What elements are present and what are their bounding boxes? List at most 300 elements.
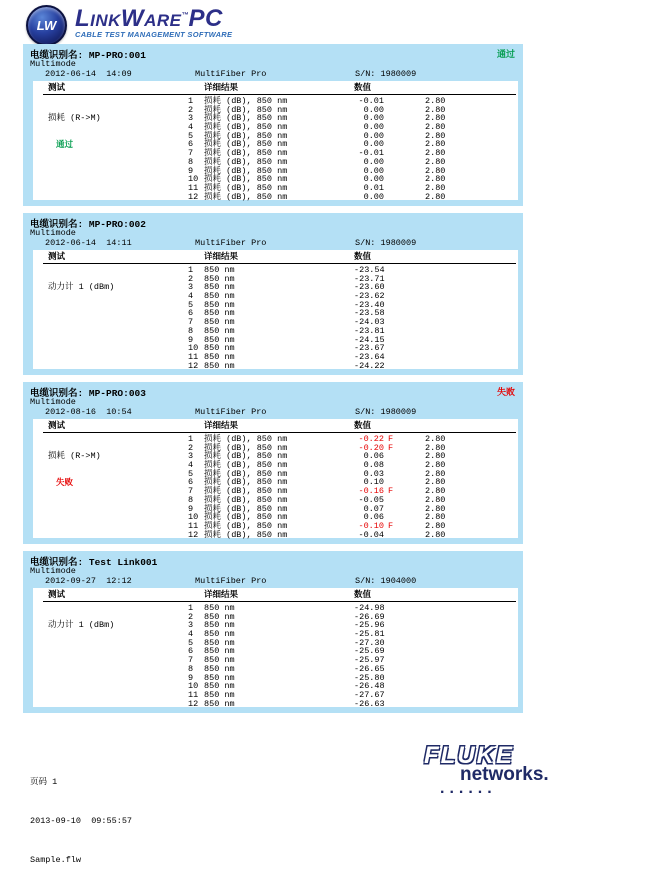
row-value: -23.58 [354,308,385,319]
row-limit: 2.80 [425,494,446,505]
row-fail-flag [384,292,398,301]
row-value: -23.71 [354,273,385,284]
row-detail: 损耗 (dB), 850 nm [204,460,288,471]
row-limit: 2.80 [425,486,446,497]
status-badge: 通过 [496,50,515,60]
row-detail: 损耗 (dB), 850 nm [204,156,288,167]
row-value: 0.00 [363,113,384,124]
column-header-limit [430,252,516,263]
row-limit: 2.80 [425,442,446,453]
column-header-detail: 详细结果 [204,421,239,431]
row-index: 9 [188,503,194,514]
table-row [188,682,518,691]
row-index: 6 [188,646,194,657]
app-title-suffix: PC [188,5,223,32]
row-index: 12 [188,698,199,709]
row-limit: 2.80 [425,174,446,185]
row-detail: 850 nm [204,308,235,319]
fiber-mode: Multimode [30,566,76,576]
logo-text [75,5,232,39]
row-detail: 损耗 (dB), 850 nm [204,494,288,505]
footer-info [30,750,132,880]
page-number: 页码 1 [30,777,58,787]
row-limit [398,266,425,275]
row-index: 11 [188,689,199,700]
table-header-row [43,421,516,433]
table-row [188,344,518,353]
row-value: -23.62 [354,291,385,302]
row-fail-flag [384,362,398,371]
row-detail: 850 nm [204,299,235,310]
row-fail-flag [384,123,398,132]
test-name: 损耗 (R->M) [48,451,101,462]
table-row [188,301,518,310]
row-detail: 损耗 (dB), 850 nm [204,442,288,453]
rows [188,266,518,370]
row-detail: 850 nm [204,681,235,692]
row-value: -27.30 [354,637,385,648]
row-index: 9 [188,165,194,176]
row-fail-flag [384,327,398,336]
results-table [33,419,518,538]
row-value: 0.00 [363,165,384,176]
results-table [33,588,518,707]
row-index: 11 [188,351,199,362]
row-detail: 850 nm [204,343,235,354]
row-value: -24.03 [354,317,385,328]
row-value: -26.63 [354,698,385,709]
row-index: 10 [188,681,199,692]
rows [188,97,518,201]
row-detail: 850 nm [204,637,235,648]
row-limit [398,318,425,327]
row-index: 6 [188,477,194,488]
column-header-limit [430,590,516,601]
cable-id-value: MP-PRO:002 [88,219,146,230]
row-index: 3 [188,451,194,462]
app-title-main: LinkWare [75,5,182,32]
row-fail-flag [384,452,398,461]
row-limit: 2.80 [425,512,446,523]
row-fail-flag [384,531,398,540]
report-panel [23,551,523,713]
row-value: -26.48 [354,681,385,692]
cable-id-value: MP-PRO:001 [88,50,146,61]
row-limit: 2.80 [425,451,446,462]
row-limit [398,674,425,683]
test-meta [23,238,523,248]
row-detail: 损耗 (dB), 850 nm [204,174,288,185]
column-header-test: 测试 [48,252,66,262]
row-value: -25.80 [354,672,385,683]
linkware-badge-icon [26,5,67,46]
test-result: 失败 [56,477,74,488]
row-index: 1 [188,265,194,275]
cable-id-label: 电缆识别名: [30,50,89,61]
table-row [188,292,518,301]
table-body [43,97,518,201]
row-limit: 2.80 [425,468,446,479]
row-index: 7 [188,317,194,328]
row-index: 9 [188,672,194,683]
row-limit [398,682,425,691]
row-index: 5 [188,299,194,310]
row-fail-flag [384,149,398,158]
table-row [188,674,518,683]
column-header-index-spacer [188,590,204,601]
row-limit [398,344,425,353]
row-limit: 2.80 [425,477,446,488]
test-name-cell [43,435,188,539]
row-detail: 850 nm [204,282,235,293]
row-detail: 损耗 (dB), 850 nm [204,148,288,159]
column-header-value: 数值 [354,83,372,93]
row-detail: 损耗 (dB), 850 nm [204,512,288,523]
test-name-cell [43,97,188,201]
row-detail: 850 nm [204,325,235,336]
badge-text: LW [36,18,57,33]
row-limit [398,275,425,284]
table-header-row [43,252,516,264]
row-value: 0.08 [363,460,384,471]
row-detail: 850 nm [204,603,235,613]
column-header-test: 测试 [48,590,66,600]
row-fail-flag [384,344,398,353]
row-index: 6 [188,308,194,319]
row-detail: 850 nm [204,334,235,345]
row-index: 8 [188,494,194,505]
test-meta [23,407,523,417]
row-limit [398,301,425,310]
row-limit: 2.80 [425,130,446,141]
row-value: -0.04 [358,529,384,540]
column-header-index-spacer [188,252,204,263]
row-value: -23.81 [354,325,385,336]
row-fail-flag [384,283,398,292]
row-fail-flag [384,613,398,622]
row-detail: 损耗 (dB), 850 nm [204,139,288,150]
table-body [43,435,518,539]
row-value: 0.07 [363,503,384,514]
row-fail-flag [384,665,398,674]
row-index: 7 [188,655,194,666]
row-fail-flag [384,106,398,115]
print-timestamp: 2013-09-10 09:55:57 [30,816,133,826]
table-row [188,327,518,336]
row-limit [398,309,425,318]
instrument-name: MultiFiber Pro [195,576,267,586]
row-limit [398,336,425,345]
row-detail: 损耗 (dB), 850 nm [204,165,288,176]
rows [188,604,518,708]
test-name-cell [43,266,188,370]
table-row [188,621,518,630]
row-detail: 损耗 (dB), 850 nm [204,191,288,202]
test-datetime: 2012-06-14 14:11 [45,238,132,248]
test-name: 动力计 1 (dBm) [48,620,115,631]
row-fail-flag [384,97,398,106]
row-value: -24.15 [354,334,385,345]
row-limit [398,639,425,648]
table-row [188,318,518,327]
table-row [188,700,518,709]
status-badge: 失败 [496,388,515,398]
row-detail: 850 nm [204,672,235,683]
fluke-networks-text: networks. [460,764,549,785]
fluke-dots-icon: ...... [440,780,497,797]
row-index: 8 [188,325,194,336]
cable-id-label: 电缆识别名: [30,388,89,399]
fluke-brand-text: FLUKE [424,742,514,769]
row-value: -24.98 [354,603,385,613]
row-detail: 损耗 (dB), 850 nm [204,96,288,106]
row-fail-flag [384,266,398,275]
row-fail-flag [384,336,398,345]
row-index: 2 [188,442,194,453]
test-datetime: 2012-08-16 10:54 [45,407,132,417]
row-index: 1 [188,96,194,106]
sections [23,44,523,713]
instrument-name: MultiFiber Pro [195,407,267,417]
row-value: -27.67 [354,689,385,700]
row-value: -23.64 [354,351,385,362]
row-detail: 损耗 (dB), 850 nm [204,477,288,488]
row-limit [398,665,425,674]
serial-number: S/N: 1980009 [355,69,417,79]
row-index: 4 [188,460,194,471]
row-detail: 损耗 (dB), 850 nm [204,434,288,444]
row-fail-flag [384,301,398,310]
test-name-cell [43,604,188,708]
table-body [43,604,518,708]
row-value: -0.01 [358,148,384,159]
row-value: -0.22 [358,434,384,444]
row-value: 0.00 [363,130,384,141]
row-value: -23.67 [354,343,385,354]
row-fail-flag [384,470,398,479]
row-index: 4 [188,629,194,640]
row-limit [398,604,425,613]
row-index: 9 [188,334,194,345]
row-fail-flag [384,175,398,184]
row-index: 10 [188,174,199,185]
row-limit [398,647,425,656]
row-value: -0.20 [358,442,384,453]
row-limit [398,691,425,700]
row-index: 3 [188,113,194,124]
row-detail: 850 nm [204,273,235,284]
row-index: 11 [188,182,199,193]
column-header-index-spacer [188,421,204,432]
row-index: 2 [188,104,194,115]
row-limit: 2.80 [425,529,446,540]
row-detail: 850 nm [204,663,235,674]
serial-number: S/N: 1980009 [355,407,417,417]
column-header-limit [430,421,516,432]
row-value: 0.01 [363,182,384,193]
row-fail-flag: F [388,434,394,444]
table-header-row [43,83,516,95]
row-value: -26.69 [354,611,385,622]
test-meta [23,69,523,79]
row-limit: 2.80 [425,434,446,444]
row-limit [398,327,425,336]
row-fail-flag [384,700,398,709]
row-value: -25.97 [354,655,385,666]
row-value: -0.10 [358,520,384,531]
row-limit [398,283,425,292]
row-value: 0.06 [363,512,384,523]
table-row [188,309,518,318]
test-result: 通过 [56,139,74,150]
trademark-symbol: ™ [181,12,189,19]
row-index: 1 [188,603,194,613]
row-fail-flag: F [388,520,394,531]
row-value: 0.00 [363,122,384,133]
results-table [33,250,518,369]
column-header-value: 数值 [354,421,372,431]
row-value: 0.00 [363,174,384,185]
cable-id-label: 电缆识别名: [30,219,89,230]
row-detail: 850 nm [204,620,235,631]
report-panel [23,213,523,375]
row-limit [398,292,425,301]
fiber-mode: Multimode [30,59,76,69]
row-index: 12 [188,529,199,540]
row-index: 10 [188,512,199,523]
row-fail-flag [384,184,398,193]
row-detail: 850 nm [204,360,235,371]
instrument-name: MultiFiber Pro [195,238,267,248]
cable-id-value: Test Link001 [88,557,158,568]
row-index: 2 [188,611,194,622]
column-header-index-spacer [188,83,204,94]
table-row [188,362,518,371]
row-limit: 2.80 [425,139,446,150]
row-limit [398,700,425,709]
row-fail-flag [384,318,398,327]
column-header-test: 测试 [48,421,66,431]
row-fail-flag [384,275,398,284]
row-limit: 2.80 [425,191,446,202]
row-fail-flag [384,656,398,665]
row-fail-flag [384,114,398,123]
row-fail-flag: F [388,486,394,497]
row-index: 3 [188,620,194,631]
table-row [188,266,518,275]
row-limit [398,656,425,665]
row-value: -23.40 [354,299,385,310]
table-row [188,647,518,656]
source-filename: Sample.flw [30,855,82,865]
test-datetime: 2012-09-27 12:12 [45,576,132,586]
row-value: -0.05 [358,494,384,505]
row-fail-flag [384,630,398,639]
serial-number: S/N: 1904000 [355,576,417,586]
instrument-name: MultiFiber Pro [195,69,267,79]
row-detail: 损耗 (dB), 850 nm [204,113,288,124]
column-header-limit [430,83,516,94]
row-fail-flag [384,158,398,167]
row-index: 12 [188,191,199,202]
report-panel [23,382,523,544]
column-header-value: 数值 [354,252,372,262]
row-value: -26.65 [354,663,385,674]
row-index: 8 [188,663,194,674]
column-header-detail: 详细结果 [204,83,239,93]
row-value: -0.01 [358,96,384,106]
row-value: -23.54 [354,265,385,275]
row-limit: 2.80 [425,96,446,106]
row-detail: 850 nm [204,655,235,666]
row-value: 0.03 [363,468,384,479]
row-limit: 2.80 [425,503,446,514]
row-fail-flag [384,621,398,630]
table-row [188,353,518,362]
column-header-value: 数值 [354,590,372,600]
cable-id-label: 电缆识别名: [30,557,89,568]
row-value: -23.60 [354,282,385,293]
row-value: -0.16 [358,486,384,497]
test-name: 损耗 (R->M) [48,113,101,124]
fiber-mode: Multimode [30,228,76,238]
row-index: 2 [188,273,194,284]
table-row [188,275,518,284]
row-detail: 损耗 (dB), 850 nm [204,468,288,479]
test-name: 动力计 1 (dBm) [48,282,115,293]
row-index: 11 [188,520,199,531]
row-detail: 损耗 (dB), 850 nm [204,503,288,514]
row-detail: 损耗 (dB), 850 nm [204,529,288,540]
table-row [188,691,518,700]
table-row [188,613,518,622]
row-detail: 850 nm [204,317,235,328]
row-fail-flag [384,132,398,141]
row-limit [398,630,425,639]
rows [188,435,518,539]
row-index: 6 [188,139,194,150]
row-detail: 损耗 (dB), 850 nm [204,104,288,115]
row-value: 0.10 [363,477,384,488]
row-index: 4 [188,291,194,302]
row-fail-flag [384,647,398,656]
row-limit: 2.80 [425,460,446,471]
fluke-networks-logo [424,742,594,797]
row-value: -25.81 [354,629,385,640]
serial-number: S/N: 1980009 [355,238,417,248]
table-row [188,639,518,648]
table-row [188,630,518,639]
fiber-mode: Multimode [30,397,76,407]
table-row [188,531,518,540]
row-detail: 损耗 (dB), 850 nm [204,122,288,133]
row-value: 0.06 [363,451,384,462]
row-fail-flag [384,193,398,202]
table-row [188,604,518,613]
row-detail: 850 nm [204,611,235,622]
row-limit [398,362,425,371]
row-detail: 850 nm [204,351,235,362]
table-row [188,665,518,674]
test-meta [23,576,523,586]
column-header-test: 测试 [48,83,66,93]
row-detail: 850 nm [204,698,235,709]
table-row [188,336,518,345]
table-row [188,656,518,665]
app-subtitle: CABLE TEST MANAGEMENT SOFTWARE [75,30,233,39]
test-datetime: 2012-06-14 14:09 [45,69,132,79]
row-index: 8 [188,156,194,167]
